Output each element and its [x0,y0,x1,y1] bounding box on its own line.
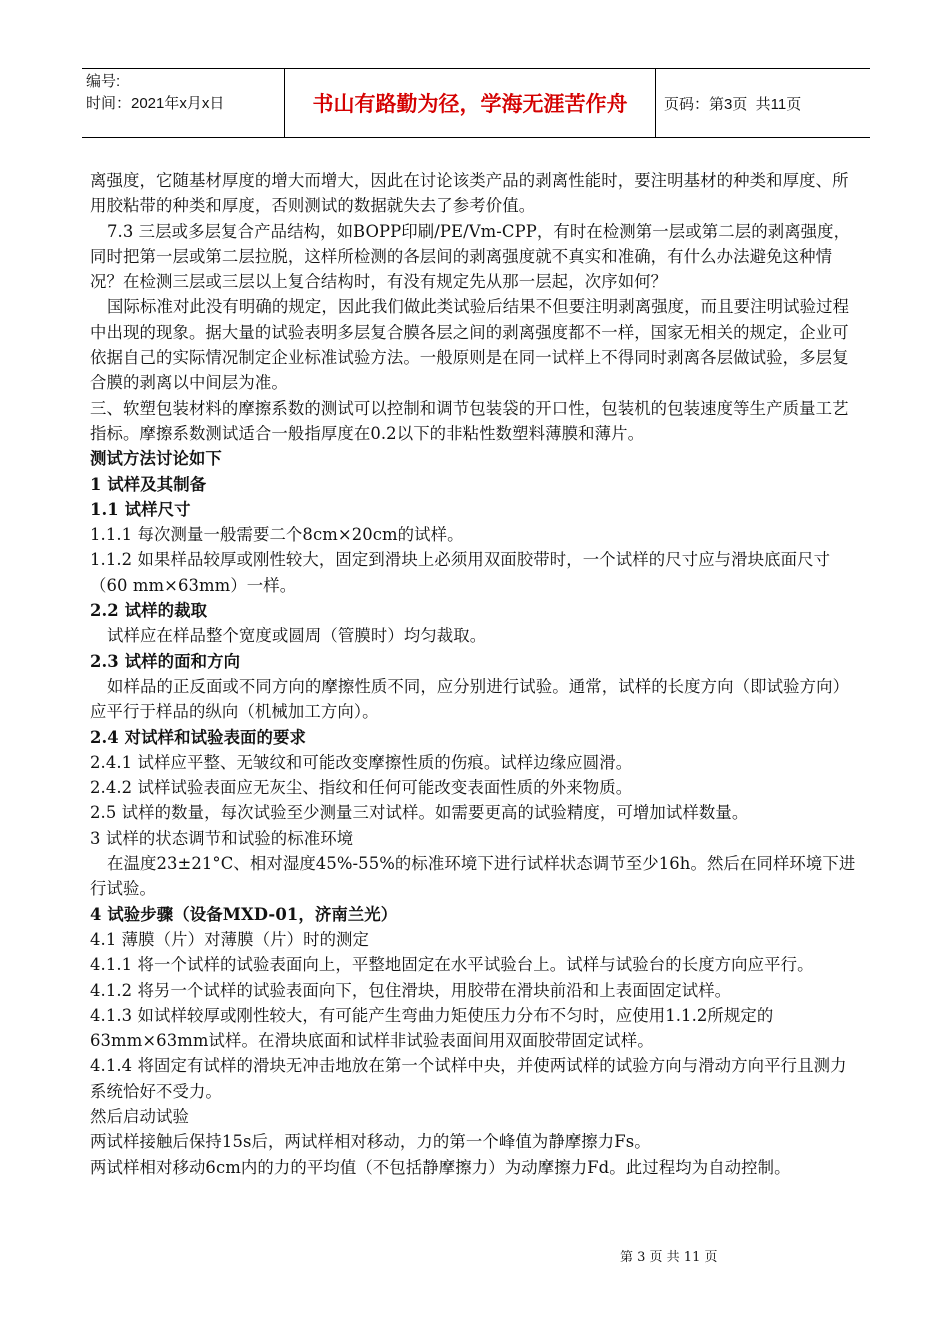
paragraph: 1.1.1 每次测量一般需要二个8cm×20cm的试样。 [90,525,464,545]
page-footer: 第 3 页 共 11 页 [620,1250,718,1265]
paragraph: 4.1.1 将一个试样的试验表面向上，平整地固定在水平试验台上。试样与试验台的长度方向应平行。 [90,955,814,975]
header-left [82,69,285,137]
header-page-info [656,69,870,137]
section-heading: 2.4 对试样和试验表面的要求 [90,727,307,747]
document-body [90,168,860,1180]
section-heading: 3 试样的状态调节和试验的标准环境 [90,828,354,848]
section-heading: 4 试验步骤（设备MXD-01，济南兰光） [90,904,398,924]
paragraph: 国际标准对此没有明确的规定，因此我们做此类试验后结果不但要注明剥离强度，而且要注明试验过程中出现的现象。据大量的试验表明多层复合膜各层之间的剥离强度都不一样，国家无相关的规定，企业可依据自己的实际情况制定企业标准试验方法。一般原则是在同一试样上不得同时剥离各层做试验，多层复合膜的剥离以中间层为准。 [90,297,850,393]
paragraph: 7.3 三层或多层复合产品结构，如BOPP印刷/PE/Vm-CPP，有时在检测第一层或第二层的剥离强度，同时把第一层或第二层拉脱，这样所检测的各层间的剥离强度就不真实和准确，有什么办法避免这种情况？在检测三层或三层以上复合结构时，有没有规定先从那一层起，次序如何？ [90,221,851,292]
page-header [82,68,870,138]
section-heading: 1.1 试样尺寸 [90,499,191,519]
paragraph: 4.1.2 将另一个试样的试验表面向下，包住滑块，用胶带在滑块前沿和上表面固定试样。 [90,980,732,1000]
section-heading: 2.3 试样的面和方向 [90,651,241,671]
paragraph: 在温度23±21°C、相对湿度45%-55%的标准环境下进行试样状态调节至少16h。然后在同样环境下进行试验。 [90,854,856,899]
paragraph: 4.1.3 如试样较厚或刚性较大，有可能产生弯曲力矩使压力分布不匀时，应使用1.1.2所规定的63mm×63mm试样。在滑块底面和试样非试验表面间用双面胶带固定试样。 [90,1005,774,1051]
section-heading: 4.1 薄膜（片）对薄膜（片）时的测定 [90,929,370,949]
paragraph: 4.1.4 将固定有试样的滑块无冲击地放在第一个试样中央，并使两试样的试验方向与滑动方向平行且测力系统恰好不受力。 [90,1056,847,1101]
header-motto: 书山有路勤为径，学海无涯苦作舟 [285,69,656,137]
paragraph: 1.1.2 如果样品较厚或刚性较大，固定到滑块上必须用双面胶带时，一个试样的尺寸应与滑块底面尺寸（60 mm×63mm）一样。 [90,550,831,595]
section-heading: 测试方法讨论如下 [90,449,222,469]
paragraph: 2.4.1 试样应平整、无皱纹和可能改变摩擦性质的伤痕。试样边缘应圆滑。 [90,752,633,772]
paragraph: 如样品的正反面或不同方向的摩擦性质不同，应分别进行试验。通常，试样的长度方向（即试验方向）应平行于样品的纵向（机械加工方向）。 [90,676,850,722]
paragraph: 然后启动试验 [90,1106,189,1126]
paragraph: 2.4.2 试样试验表面应无灰尘、指纹和任何可能改变表面性质的外来物质。 [90,778,633,798]
paragraph: 2.5 试样的数量，每次试验至少测量三对试样。如需要更高的试验精度，可增加试样数量。 [90,803,749,823]
page-info-text: 页码：第3页 共11页 [664,95,802,113]
paragraph: 两试样相对移动6cm内的力的平均值（不包括静摩擦力）为动摩擦力Fd。此过程均为自动控制。 [90,1157,791,1177]
paragraph: 两试样接触后保持15s后，两试样相对移动，力的第一个峰值为静摩擦力Fs。 [90,1132,651,1152]
paragraph: 三、软塑包装材料的摩擦系数的测试可以控制和调节包装袋的开口性，包装机的包装速度等生产质量工艺指标。摩擦系数测试适合一般指厚度在0.2以下的非粘性数塑料薄膜和薄片。 [90,398,849,443]
document-time-label: 时间：2021年x月x日 [86,95,225,112]
paragraph: 离强度，它随基材厚度的增大而增大，因此在讨论该类产品的剥离性能时，要注明基材的种类和厚度、所用胶粘带的种类和厚度，否则测试的数据就失去了参考价值。 [90,171,849,216]
section-heading: 1 试样及其制备 [90,474,207,494]
section-heading: 2.2 试样的裁取 [90,601,208,621]
document-number-label: 编号: [86,73,121,90]
paragraph: 试样应在样品整个宽度或圆周（管膜时）均匀裁取。 [107,626,487,646]
